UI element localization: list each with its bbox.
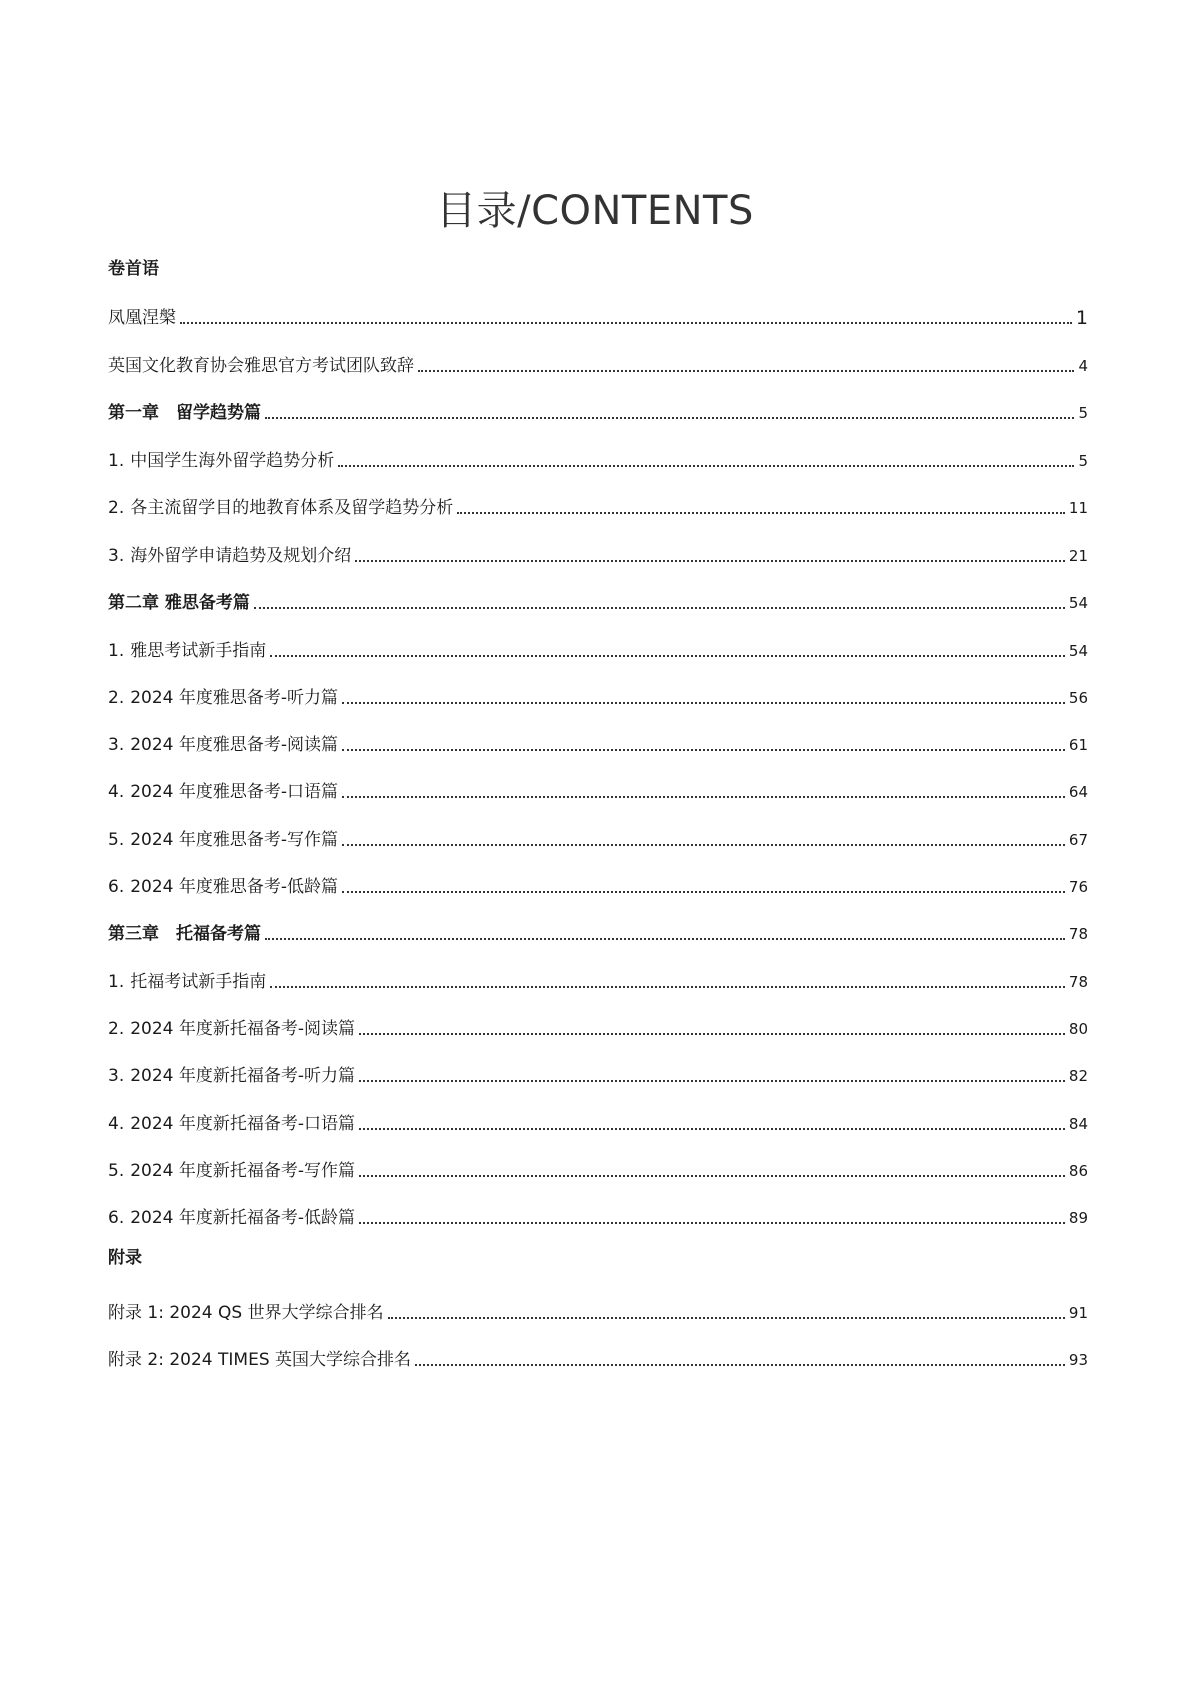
dot-leader bbox=[359, 1222, 1065, 1224]
toc-entry-appendix-2[interactable] bbox=[108, 1342, 1088, 1372]
toc-entry-label: 中国学生海外留学趋势分析 bbox=[130, 451, 335, 471]
toc-entry-label: 2024 年度雅思备考-听力篇 bbox=[130, 688, 339, 708]
toc-entry-page: 93 bbox=[1068, 1351, 1088, 1369]
toc-entry-british-council-address[interactable] bbox=[108, 348, 1088, 378]
toc-entry-page: 11 bbox=[1068, 499, 1088, 517]
toc-entry-page: 86 bbox=[1068, 1162, 1088, 1180]
dot-leader bbox=[355, 560, 1065, 562]
toc-entry-label: 2024 年度雅思备考-阅读篇 bbox=[130, 735, 339, 755]
toc-entry[interactable] bbox=[108, 869, 1088, 899]
toc-entry-label: 2024 年度雅思备考-低龄篇 bbox=[130, 877, 339, 897]
toc-entry-page: 64 bbox=[1068, 783, 1088, 801]
toc-entry-label: 2024 年度新托福备考-低龄篇 bbox=[130, 1208, 356, 1228]
dot-leader bbox=[254, 607, 1065, 609]
toc-entry-number: 5. bbox=[108, 1161, 125, 1181]
toc-entry-number: 1. bbox=[108, 451, 125, 471]
toc-chapter-2[interactable] bbox=[108, 585, 1088, 615]
toc-entry-page: 78 bbox=[1068, 925, 1088, 943]
toc-entry-number: 2. bbox=[108, 498, 125, 518]
toc-entry-page: 78 bbox=[1068, 973, 1088, 991]
toc-entry-phoenix[interactable] bbox=[108, 300, 1088, 330]
toc-entry-page: 80 bbox=[1068, 1020, 1088, 1038]
toc-entry-label: 2024 年度新托福备考-口语篇 bbox=[130, 1114, 356, 1134]
toc-entry[interactable] bbox=[108, 727, 1088, 757]
toc-entry-number: 2. bbox=[108, 1019, 125, 1039]
toc-entry-number: 4. bbox=[108, 1114, 125, 1134]
dot-leader bbox=[270, 655, 1065, 657]
dot-leader bbox=[338, 465, 1074, 467]
toc-entry-number: 1. bbox=[108, 641, 125, 661]
toc-entry-page: 61 bbox=[1068, 736, 1088, 754]
dot-leader bbox=[388, 1317, 1065, 1319]
toc-entry[interactable] bbox=[108, 1011, 1088, 1041]
toc-entry-label: 英国文化教育协会雅思官方考试团队致辞 bbox=[108, 356, 414, 376]
toc-entry[interactable] bbox=[108, 1153, 1088, 1183]
toc-entry-appendix-1[interactable] bbox=[108, 1295, 1088, 1325]
toc-entry-page: 56 bbox=[1068, 689, 1088, 707]
toc-entry-page: 84 bbox=[1068, 1115, 1088, 1133]
toc-entry-label: 2024 年度新托福备考-写作篇 bbox=[130, 1161, 356, 1181]
dot-leader bbox=[180, 322, 1072, 324]
toc-entry-page: 5 bbox=[1078, 404, 1088, 422]
dot-leader bbox=[415, 1364, 1065, 1366]
section-heading-preface: 卷首语 bbox=[108, 259, 159, 279]
toc-entry[interactable] bbox=[108, 490, 1088, 520]
toc-entry-page: 1 bbox=[1075, 307, 1088, 329]
toc-entry[interactable] bbox=[108, 443, 1088, 473]
toc-chapter-1[interactable] bbox=[108, 395, 1088, 425]
toc-entry-label: 第一章 留学趋势篇 bbox=[108, 403, 261, 423]
dot-leader bbox=[457, 512, 1065, 514]
dot-leader bbox=[270, 986, 1065, 988]
dot-leader bbox=[342, 844, 1065, 846]
toc-entry-label: 第二章 雅思备考篇 bbox=[108, 593, 250, 613]
toc-entry[interactable] bbox=[108, 633, 1088, 663]
toc-entry-label: 附录 2: 2024 TIMES 英国大学综合排名 bbox=[108, 1350, 412, 1370]
toc-entry-number: 5. bbox=[108, 830, 125, 850]
dot-leader bbox=[342, 749, 1065, 751]
toc-entry[interactable] bbox=[108, 964, 1088, 994]
toc-entry-label: 2024 年度雅思备考-口语篇 bbox=[130, 782, 339, 802]
toc-entry-label: 雅思考试新手指南 bbox=[130, 641, 267, 661]
toc-entry-label: 各主流留学目的地教育体系及留学趋势分析 bbox=[130, 498, 454, 518]
toc-entry-page: 91 bbox=[1068, 1304, 1088, 1322]
toc-entry[interactable] bbox=[108, 538, 1088, 568]
section-heading-appendix: 附录 bbox=[108, 1248, 142, 1268]
dot-leader bbox=[342, 702, 1065, 704]
toc-entry-page: 82 bbox=[1068, 1067, 1088, 1085]
toc-entry[interactable] bbox=[108, 774, 1088, 804]
dot-leader bbox=[418, 370, 1074, 372]
toc-entry-page: 89 bbox=[1068, 1209, 1088, 1227]
toc-entry-label: 2024 年度新托福备考-阅读篇 bbox=[130, 1019, 356, 1039]
toc-entry-page: 76 bbox=[1068, 878, 1088, 896]
toc-entry-page: 4 bbox=[1078, 357, 1088, 375]
toc-entry-label: 2024 年度新托福备考-听力篇 bbox=[130, 1066, 356, 1086]
toc-entry-page: 54 bbox=[1068, 642, 1088, 660]
toc-entry-label: 托福考试新手指南 bbox=[130, 972, 267, 992]
toc-entry-page: 5 bbox=[1078, 452, 1088, 470]
toc-entry-page: 67 bbox=[1068, 831, 1088, 849]
toc-entry-label: 凤凰涅槃 bbox=[108, 308, 176, 328]
toc-entry[interactable] bbox=[108, 1200, 1088, 1230]
toc-entry-number: 3. bbox=[108, 546, 125, 566]
toc-entry[interactable] bbox=[108, 822, 1088, 852]
toc-entry-label: 2024 年度雅思备考-写作篇 bbox=[130, 830, 339, 850]
dot-leader bbox=[342, 891, 1065, 893]
toc-entry-number: 3. bbox=[108, 735, 125, 755]
dot-leader bbox=[359, 1128, 1065, 1130]
toc-entry-number: 6. bbox=[108, 877, 125, 897]
toc-entry[interactable] bbox=[108, 1106, 1088, 1136]
toc-entry-label: 附录 1: 2024 QS 世界大学综合排名 bbox=[108, 1303, 384, 1323]
toc-entry-number: 1. bbox=[108, 972, 125, 992]
toc-entry[interactable] bbox=[108, 1058, 1088, 1088]
page-title: 目录/CONTENTS bbox=[436, 188, 754, 234]
dot-leader bbox=[342, 796, 1065, 798]
dot-leader bbox=[265, 938, 1065, 940]
toc-entry-label: 第三章 托福备考篇 bbox=[108, 924, 261, 944]
toc-entry-number: 4. bbox=[108, 782, 125, 802]
dot-leader bbox=[359, 1175, 1065, 1177]
toc-entry-number: 3. bbox=[108, 1066, 125, 1086]
toc-entry-label: 海外留学申请趋势及规划介绍 bbox=[130, 546, 352, 566]
toc-entry[interactable] bbox=[108, 680, 1088, 710]
dot-leader bbox=[359, 1080, 1065, 1082]
toc-entry-page: 21 bbox=[1068, 547, 1088, 565]
dot-leader bbox=[359, 1033, 1065, 1035]
toc-entry-number: 2. bbox=[108, 688, 125, 708]
dot-leader bbox=[265, 417, 1074, 419]
toc-entry-page: 54 bbox=[1068, 594, 1088, 612]
toc-entry-number: 6. bbox=[108, 1208, 125, 1228]
toc-chapter-3[interactable] bbox=[108, 916, 1088, 946]
